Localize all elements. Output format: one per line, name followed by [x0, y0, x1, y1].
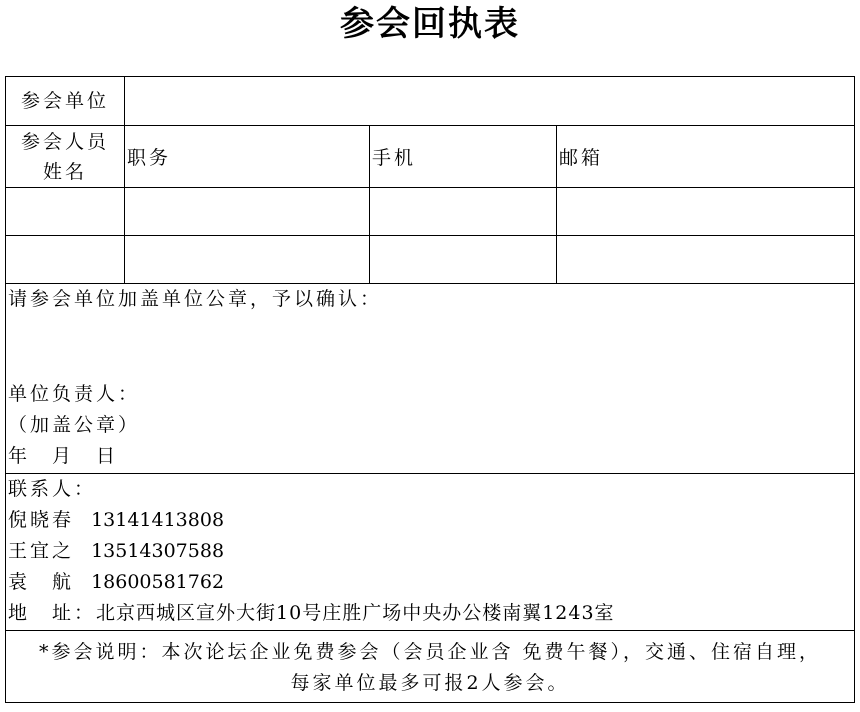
address-line: [8, 598, 852, 629]
date-label: 年 月 日: [8, 445, 119, 467]
attendee-name-header-line2: 姓名: [42, 160, 87, 183]
contact-person-1: [8, 505, 852, 536]
confirmation-row: [6, 284, 855, 474]
registration-form-table: [5, 76, 855, 703]
contact-label: 联系人：: [8, 478, 97, 500]
unit-label: 参会单位: [6, 77, 125, 126]
attendee-name-header-line1: 参会人员: [20, 130, 109, 153]
page-title: 参会回执表: [340, 4, 520, 44]
contact-row: [6, 474, 855, 631]
attendee-2-email-field[interactable]: [557, 236, 855, 284]
attendee-1-phone-field[interactable]: [370, 188, 557, 236]
note-cell: [6, 631, 855, 703]
attendee-1-email-field[interactable]: [557, 188, 855, 236]
contact-1-phone: 13141413808: [91, 509, 225, 531]
attendee-name-header: [6, 126, 125, 188]
contact-2-name: 王宜之: [8, 540, 75, 562]
address-value: 北京西城区宣外大街10号庄胜广场中央办公楼南翼1243室: [96, 602, 615, 624]
contact-3-name: 袁 航: [8, 571, 75, 593]
note-line-1: *参会说明：本次论坛企业免费参会（会员企业含 免费午餐），交通、住宿自理，: [38, 641, 822, 663]
unit-field[interactable]: [125, 77, 855, 126]
confirm-instruction: 请参会单位加盖单位公章，予以确认：: [8, 288, 383, 310]
confirmation-cell[interactable]: [6, 284, 855, 474]
attendee-2-position-field[interactable]: [125, 236, 370, 284]
attendee-row-1: [6, 188, 855, 236]
note-row: [6, 631, 855, 703]
contact-1-name: 倪晓春: [8, 509, 75, 531]
contact-2-phone: 13514307588: [91, 540, 225, 562]
contact-3-phone: 18600581762: [91, 571, 225, 593]
attendee-1-position-field[interactable]: [125, 188, 370, 236]
attendee-2-name-field[interactable]: [6, 236, 125, 284]
attendee-2-phone-field[interactable]: [370, 236, 557, 284]
contact-cell: [6, 474, 855, 631]
header-row: [6, 126, 855, 188]
contact-person-2: [8, 536, 852, 567]
note-line-2: 每家单位最多可报2人参会。: [290, 672, 570, 694]
leader-label: 单位负责人：: [8, 383, 141, 405]
attendee-1-name-field[interactable]: [6, 188, 125, 236]
seal-label: （加盖公章）: [8, 414, 141, 436]
contact-person-3: [8, 567, 852, 598]
address-label: 地 址：: [8, 602, 97, 624]
email-header: 邮箱: [557, 126, 855, 188]
position-header: 职务: [125, 126, 370, 188]
phone-header: 手机: [370, 126, 557, 188]
unit-row: [6, 77, 855, 126]
attendee-row-2: [6, 236, 855, 284]
